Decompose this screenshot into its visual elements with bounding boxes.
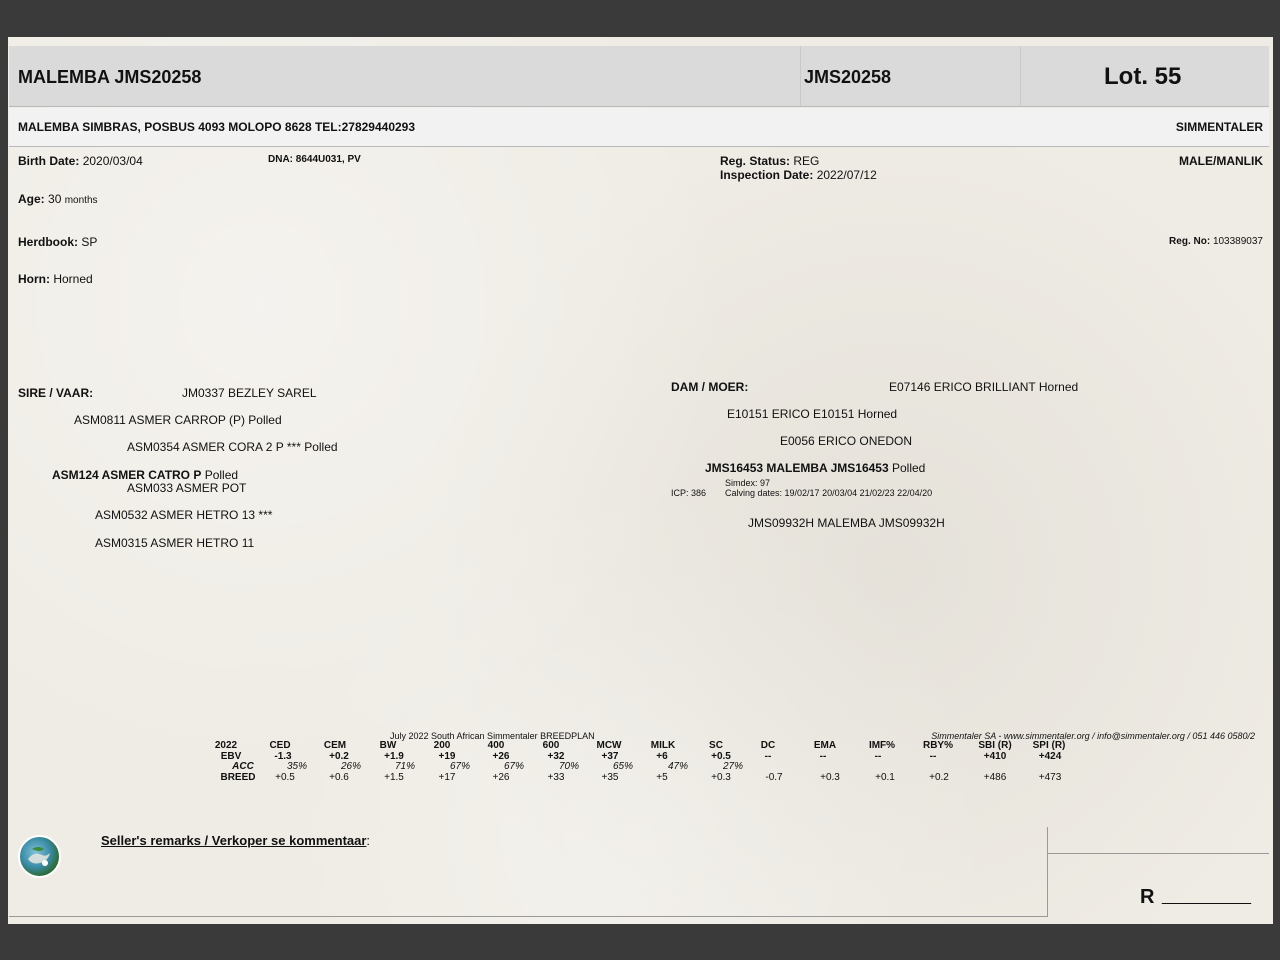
dam-dam-horn: Polled [888, 461, 926, 475]
dam: E07146 ERICO BRILLIANT Horned [889, 380, 1079, 394]
breedplan-title: July 2022 South African Simmentaler BREEDPLAN [390, 731, 595, 741]
breeder-address: MALEMBA SIMBRAS, POSBUS 4093 MOLOPO 8628 TEL:27829440293 [18, 120, 416, 134]
breedplan-source: Simmentaler SA - www.simmentaler.org / info@simmentaler.org / 051 446 0580/2 [931, 731, 1255, 741]
header-divider [800, 46, 801, 106]
row-label-breed: BREED [220, 772, 256, 783]
lot-number: Lot. 55 [1104, 63, 1182, 90]
dam-sire: E10151 ERICO E10151 Horned [727, 407, 898, 421]
ebv-value: -- [764, 751, 772, 762]
inspection-value: 2022/07/12 [816, 168, 877, 182]
reg-status-value: REG [793, 154, 820, 168]
dam-dam-name: JMS16453 MALEMBA JMS16453 [705, 461, 889, 475]
sire-dam-sire: ASM0532 ASMER HETRO 13 *** [95, 508, 273, 522]
dna: DNA: 8644U031, PV [268, 154, 361, 165]
breedplan-header-rby-: RBY% [922, 740, 954, 751]
breed-value: +0.3 [711, 772, 731, 783]
price-currency: R [1140, 886, 1155, 908]
breedplan-header-ced: CED [269, 740, 291, 751]
animal-id: JMS20258 [804, 67, 892, 87]
reg-status-label: Reg. Status: [720, 154, 791, 168]
breed-value: +35 [601, 772, 619, 783]
acc-value: 35% [286, 761, 308, 772]
ebv-value: -1.3 [274, 751, 292, 762]
remarks-colon: : [366, 833, 371, 848]
dam-label: DAM / MOER: [671, 380, 749, 394]
ebv-value: +0.2 [329, 751, 349, 762]
acc-value: 26% [340, 761, 362, 772]
row-label-ebv: EBV [220, 751, 242, 762]
breed-value: +0.3 [820, 772, 840, 783]
ebv-value: -- [819, 751, 827, 762]
ebv-value: +26 [492, 751, 510, 762]
price-box [1047, 853, 1269, 917]
birth-date-label: Birth Date: [18, 154, 80, 168]
remarks-heading [101, 833, 370, 848]
breed-value: +0.6 [329, 772, 349, 783]
simmentaler-globe-logo-icon [18, 835, 61, 878]
breedplan-header-bw: BW [379, 740, 397, 751]
ebv-value: +19 [438, 751, 456, 762]
breed-value: +486 [983, 772, 1007, 783]
sire-dam-name: ASM124 ASMER CATRO P [52, 468, 202, 482]
acc-value: 65% [612, 761, 634, 772]
breedplan-year: 2022 [214, 740, 238, 751]
breedplan-header-sbi-r-: SBI (R) [978, 740, 1012, 751]
age-unit: months [64, 195, 98, 206]
breed-value: -0.7 [765, 772, 783, 783]
ebv-value: +1.9 [384, 751, 404, 762]
breedplan-header-ema: EMA [813, 740, 837, 751]
ebv-value: +32 [547, 751, 565, 762]
acc-value: 70% [558, 761, 580, 772]
herdbook-label: Herdbook: [18, 235, 78, 249]
breedplan-header-cem: CEM [323, 740, 347, 751]
price-blank: __________ [1162, 888, 1251, 905]
sire-dam-sub: ASM033 ASMER POT [127, 481, 247, 495]
breed-name: SIMMENTALER [1175, 120, 1263, 134]
age-value: 30 [48, 192, 62, 206]
acc-value: 27% [722, 761, 744, 772]
acc-value: 67% [503, 761, 525, 772]
breed-value: +0.1 [875, 772, 895, 783]
ebv-value: +424 [1038, 751, 1062, 762]
breedplan-header-spi-r-: SPI (R) [1032, 740, 1066, 751]
inspection-date [720, 168, 877, 182]
header-divider [1020, 46, 1021, 106]
breedplan-header-sc: SC [709, 740, 723, 751]
horn-value: Horned [53, 272, 93, 286]
sire: JM0337 BEZLEY SAREL [182, 386, 317, 400]
reg-no-value: 103389037 [1212, 236, 1263, 247]
age-label: Age: [18, 192, 45, 206]
breed-value: +0.5 [275, 772, 295, 783]
acc-value: 47% [667, 761, 689, 772]
breedplan-header-200: 200 [433, 740, 451, 751]
sex: MALE/MANLIK [1179, 154, 1263, 168]
acc-value: 67% [449, 761, 471, 772]
ebv-value: +6 [656, 751, 668, 762]
ebv-value: +37 [601, 751, 619, 762]
ebv-value: +410 [983, 751, 1007, 762]
sire-sire: ASM0811 ASMER CARROP (P) Polled [74, 413, 282, 427]
ebv-value: -- [874, 751, 882, 762]
dam-dam [705, 461, 925, 475]
sire-label: SIRE / VAAR: [18, 386, 94, 400]
herdbook-value: SP [81, 235, 98, 249]
breed-value: +5 [656, 772, 668, 783]
sire-dam-horn: Polled [201, 468, 239, 482]
age [18, 192, 98, 206]
ebv-value: +0.5 [711, 751, 731, 762]
breedplan-header-600: 600 [542, 740, 560, 751]
breed-value: +33 [547, 772, 565, 783]
breed-value: +17 [438, 772, 456, 783]
simdex: Simdex: 97 [725, 478, 771, 488]
breedplan-header-milk: MILK [650, 740, 676, 751]
breed-value: +26 [492, 772, 510, 783]
breed-value: +1.5 [384, 772, 404, 783]
calving-dates: Calving dates: 19/02/17 20/03/04 21/02/23 22/04/20 [725, 488, 933, 498]
acc-value: 71% [394, 761, 416, 772]
animal-name: MALEMBA JMS20258 [18, 67, 202, 87]
breedplan-header-mcw: MCW [596, 740, 622, 751]
sire-dam-dam: ASM0315 ASMER HETRO 11 [95, 536, 255, 550]
row-label-acc: ACC [232, 761, 254, 772]
ebv-value: -- [929, 751, 937, 762]
breedplan-header-400: 400 [487, 740, 505, 751]
dam-sire-sire: E0056 ERICO ONEDON [780, 434, 913, 448]
reg-no [1169, 236, 1263, 247]
breed-value: +0.2 [929, 772, 949, 783]
breedplan-header-dc: DC [760, 740, 776, 751]
birth-date [18, 154, 143, 168]
horn-label: Horn: [18, 272, 50, 286]
horn [18, 272, 93, 286]
remarks-label: Seller's remarks / Verkoper se kommentaar [101, 833, 367, 848]
breed-value: +473 [1038, 772, 1062, 783]
dam-dam-dam: JMS09932H MALEMBA JMS09932H [748, 516, 945, 530]
inspection-label: Inspection Date: [720, 168, 814, 182]
sire-sire-sire: ASM0354 ASMER CORA 2 P *** Polled [127, 440, 338, 454]
breedplan-header-imf-: IMF% [868, 740, 896, 751]
icp: ICP: 386 [671, 488, 707, 498]
herdbook [18, 235, 97, 249]
reg-no-label: Reg. No: [1169, 236, 1211, 247]
birth-date-value: 2020/03/04 [82, 154, 143, 168]
sire-dam [52, 468, 238, 482]
reg-status [720, 154, 819, 168]
